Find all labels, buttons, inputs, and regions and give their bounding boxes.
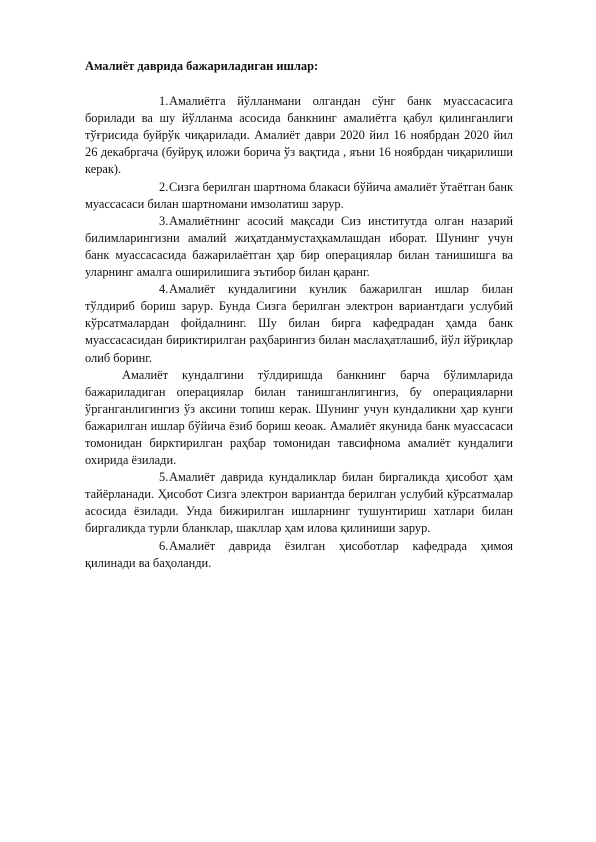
list-item-2 [85,179,513,213]
paragraph-text: Амалиёт кундалгини тўлдиришда банкнинг барча бўлимларида бажариладиган операциялар билан танишганлигингиз, бу операцияларни ўрганганлигингиз ўз аксини топиш керак. Шунинг учун кундаликни ҳар кунги бажарилган ишлар бўйича ёзиб бориш кеоак. Амалиёт якунида банк муассасаси томонидан бирктирилган раҳбар томонидан тавсифнома амалиёт кундалиги охирида ёзилади. [85,367,513,468]
item-number: 1. [159,94,169,109]
item-number: 3. [159,213,169,228]
item-text: Сизга берилган шартнома блакаси бўйича амалиёт ўтаётган банк муассасаси билан шартномани имзолатиш зарур. [85,179,513,211]
list-item-3 [85,213,513,281]
document-page [85,58,513,572]
item-number: 6. [159,538,169,553]
list-item-1 [85,93,513,178]
item-text: Амалиётнинг асосий мақсади Сиз институтда олган назарий билимларингизни амалий жиҳатданмустаҳкамлашдан иборат. Шунинг учун банк муассасасида бажарилаётган ҳар бир операциялар билан танишишга ва уларнинг амалга оширилишига эътибор билан қаранг. [85,213,513,280]
item-text: Амалиётга йўлланмани олгандан сўнг банк муассасасига борилади ва шу йўлланма асосида банкнинг амалиётга қабул қилинганлиги тўғрисида буйрўк чиқарилади. Амалиёт даври 2020 йил 16 ноябрдан 2020 йил 26 декабргача (буйруқ иложи борича ўз вақтида , яъни 16 ноябрдан чиқарилиши керак). [85,94,513,177]
item-number: 2. [159,179,169,194]
list-item-5 [85,469,513,537]
item-text: Амалиёт даврида кундаликлар билан биргаликда ҳисобот ҳам тайёрланади. Ҳисобот Сизга электрон вариантда берилган услубий кўрсатмалар асосида ёзилади. Унда бижирилган ишларнинг тушунтириш хатлари билан биргаликда турли бланклар, шакллар ҳам илова қилиниши зарур. [85,470,513,536]
item-number: 5. [159,470,169,485]
section-heading: Амалиёт даврида бажариладиган ишлар: [85,59,319,73]
item-number: 4. [159,282,169,297]
paragraph-continuation [85,367,513,470]
list-item-6 [85,538,513,572]
list-item-4 [85,281,513,366]
item-text: Амалиёт кундалигини кунлик бажарилган ишлар билан тўлдириб бориш зарур. Бунда Сизга берилган электрон вариантдаги услубий кўрсатмалардан фойдалнинг. Шу билан бирга кафедрадан ҳамда банк муассасасидан бириктирилган раҳбарингиз билан маслаҳатлашиб, йўл йўриқлар олиб боринг. [85,282,513,365]
item-text: Амалиёт даврида ёзилган ҳисоботлар кафедрада ҳимоя қилинади ва баҳоланди. [85,538,513,570]
